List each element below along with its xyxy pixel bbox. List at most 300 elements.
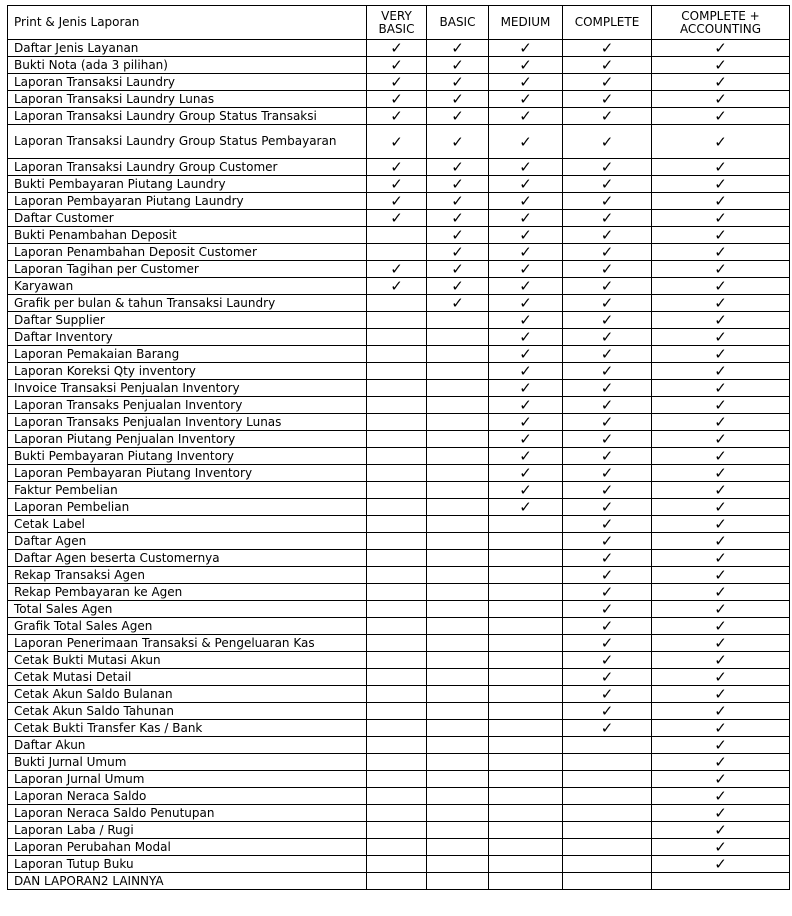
tier-very-basic-cell	[367, 278, 427, 295]
check-icon: ✓	[714, 702, 727, 720]
check-icon: ✓	[600, 413, 614, 431]
tier-basic-cell	[427, 533, 489, 550]
tier-very-basic-cell	[367, 754, 427, 771]
tier-complete-accounting-cell	[652, 414, 790, 431]
tier-complete-accounting-cell	[652, 312, 790, 329]
tier-basic-cell	[427, 856, 489, 873]
check-icon: ✓	[714, 175, 727, 193]
check-icon: ✓	[390, 175, 403, 193]
table-row	[8, 74, 790, 91]
tier-medium-cell	[489, 312, 563, 329]
check-icon: ✓	[600, 260, 614, 278]
check-icon: ✓	[600, 481, 614, 499]
tier-complete-accounting-cell	[652, 618, 790, 635]
tier-complete-cell	[563, 295, 652, 312]
check-icon: ✓	[519, 209, 532, 227]
table-row	[8, 499, 790, 516]
tier-basic-cell	[427, 465, 489, 482]
tier-complete-accounting-cell	[652, 584, 790, 601]
tier-complete-cell	[563, 720, 652, 737]
tier-medium-cell	[489, 227, 563, 244]
tier-complete-accounting-cell	[652, 176, 790, 193]
check-icon: ✓	[519, 192, 532, 210]
tier-basic-cell	[427, 720, 489, 737]
tier-basic-cell	[427, 397, 489, 414]
check-icon: ✓	[600, 634, 614, 652]
check-icon: ✓	[714, 107, 727, 125]
table-row	[8, 465, 790, 482]
check-icon: ✓	[600, 617, 614, 635]
tier-medium-cell	[489, 380, 563, 397]
report-name-cell: Daftar Customer	[8, 210, 367, 227]
tier-medium-cell	[489, 584, 563, 601]
tier-basic-cell	[427, 516, 489, 533]
tier-basic-cell	[427, 550, 489, 567]
table-row	[8, 159, 790, 176]
tier-basic-cell	[427, 567, 489, 584]
tier-basic-cell	[427, 40, 489, 57]
check-icon: ✓	[600, 668, 614, 686]
tier-very-basic-cell	[367, 312, 427, 329]
check-icon: ✓	[714, 787, 727, 805]
tier-medium-cell	[489, 516, 563, 533]
tier-complete-accounting-cell	[652, 74, 790, 91]
tier-very-basic-cell	[367, 380, 427, 397]
tier-complete-cell	[563, 550, 652, 567]
check-icon: ✓	[519, 447, 532, 465]
tier-medium-cell	[489, 839, 563, 856]
tier-medium-cell	[489, 431, 563, 448]
tier-complete-accounting-cell	[652, 57, 790, 74]
tier-basic-cell	[427, 278, 489, 295]
tier-very-basic-cell	[367, 261, 427, 278]
check-icon: ✓	[600, 311, 614, 329]
check-icon: ✓	[390, 277, 403, 295]
check-icon: ✓	[451, 175, 464, 193]
check-icon: ✓	[714, 56, 727, 74]
check-icon: ✓	[519, 464, 532, 482]
check-icon: ✓	[714, 260, 727, 278]
tier-complete-accounting-cell	[652, 193, 790, 210]
tier-complete-cell	[563, 652, 652, 669]
check-icon: ✓	[600, 209, 614, 227]
check-icon: ✓	[519, 56, 532, 74]
check-icon: ✓	[451, 243, 464, 261]
tier-complete-accounting-cell	[652, 839, 790, 856]
tier-very-basic-cell	[367, 159, 427, 176]
table-row	[8, 210, 790, 227]
tier-very-basic-cell	[367, 329, 427, 346]
tier-complete-accounting-cell	[652, 856, 790, 873]
tier-basic-cell	[427, 703, 489, 720]
table-row	[8, 482, 790, 499]
report-name-cell: Daftar Agen beserta Customernya	[8, 550, 367, 567]
tier-basic-cell	[427, 227, 489, 244]
tier-basic-cell	[427, 873, 489, 890]
tier-basic-cell	[427, 601, 489, 618]
check-icon: ✓	[600, 345, 614, 363]
table-row	[8, 567, 790, 584]
check-icon: ✓	[519, 107, 532, 125]
report-name-cell: Laporan Tagihan per Customer	[8, 261, 367, 278]
tier-basic-cell	[427, 125, 489, 159]
table-row	[8, 40, 790, 57]
tier-basic-cell	[427, 482, 489, 499]
tier-basic-cell	[427, 499, 489, 516]
tier-complete-cell	[563, 856, 652, 873]
tier-complete-accounting-cell	[652, 822, 790, 839]
tier-very-basic-cell	[367, 448, 427, 465]
tier-complete-accounting-cell	[652, 771, 790, 788]
tier-basic-cell	[427, 686, 489, 703]
tier-complete-accounting-cell	[652, 516, 790, 533]
check-icon: ✓	[519, 498, 532, 516]
report-name-cell: Daftar Supplier	[8, 312, 367, 329]
check-icon: ✓	[714, 532, 727, 550]
tier-medium-cell	[489, 295, 563, 312]
tier-medium-cell	[489, 40, 563, 57]
report-name-cell: Cetak Bukti Mutasi Akun	[8, 652, 367, 669]
tier-complete-accounting-cell	[652, 805, 790, 822]
tier-very-basic-cell	[367, 210, 427, 227]
tier-complete-accounting-cell	[652, 669, 790, 686]
tier-medium-cell	[489, 567, 563, 584]
tier-medium-cell	[489, 618, 563, 635]
tier-basic-cell	[427, 261, 489, 278]
tier-very-basic-cell	[367, 244, 427, 261]
tier-complete-cell	[563, 210, 652, 227]
tier-basic-cell	[427, 210, 489, 227]
table-row	[8, 856, 790, 873]
tier-complete-cell	[563, 414, 652, 431]
check-icon: ✓	[519, 226, 532, 244]
tier-basic-cell	[427, 584, 489, 601]
tier-basic-cell	[427, 669, 489, 686]
check-icon: ✓	[600, 158, 614, 176]
report-name-cell: Total Sales Agen	[8, 601, 367, 618]
report-name-cell: Faktur Pembelian	[8, 482, 367, 499]
check-icon: ✓	[600, 90, 614, 108]
tier-basic-cell	[427, 414, 489, 431]
tier-very-basic-cell	[367, 499, 427, 516]
check-icon: ✓	[451, 73, 464, 91]
tier-complete-accounting-cell	[652, 754, 790, 771]
report-name-cell: Daftar Akun	[8, 737, 367, 754]
check-icon: ✓	[600, 243, 614, 261]
tier-very-basic-cell	[367, 40, 427, 57]
check-icon: ✓	[390, 192, 403, 210]
header-row	[8, 6, 790, 40]
tier-very-basic-cell	[367, 414, 427, 431]
check-icon: ✓	[600, 56, 614, 74]
tier-very-basic-cell	[367, 873, 427, 890]
check-icon: ✓	[390, 73, 403, 91]
check-icon: ✓	[714, 209, 727, 227]
tier-complete-accounting-cell	[652, 125, 790, 159]
report-name-cell: Laporan Penambahan Deposit Customer	[8, 244, 367, 261]
tier-complete-accounting-cell	[652, 601, 790, 618]
report-name-cell: Bukti Pembayaran Piutang Inventory	[8, 448, 367, 465]
check-icon: ✓	[390, 56, 403, 74]
table-row	[8, 448, 790, 465]
check-icon: ✓	[600, 39, 614, 57]
check-icon: ✓	[714, 498, 727, 516]
tier-complete-accounting-cell	[652, 346, 790, 363]
check-icon: ✓	[600, 328, 614, 346]
header-complete: COMPLETE	[563, 6, 652, 40]
check-icon: ✓	[451, 294, 464, 312]
tier-very-basic-cell	[367, 686, 427, 703]
tier-complete-accounting-cell	[652, 397, 790, 414]
tier-complete-accounting-cell	[652, 244, 790, 261]
check-icon: ✓	[519, 260, 532, 278]
check-icon: ✓	[600, 73, 614, 91]
check-icon: ✓	[714, 651, 727, 669]
check-icon: ✓	[600, 685, 614, 703]
tier-medium-cell	[489, 720, 563, 737]
tier-basic-cell	[427, 346, 489, 363]
check-icon: ✓	[714, 736, 727, 754]
check-icon: ✓	[600, 464, 614, 482]
tier-complete-cell	[563, 40, 652, 57]
tier-very-basic-cell	[367, 618, 427, 635]
check-icon: ✓	[519, 430, 532, 448]
table-row	[8, 635, 790, 652]
tier-medium-cell	[489, 873, 563, 890]
check-icon: ✓	[714, 753, 727, 771]
check-icon: ✓	[451, 158, 464, 176]
check-icon: ✓	[714, 362, 727, 380]
tier-medium-cell	[489, 176, 563, 193]
tier-complete-cell	[563, 618, 652, 635]
check-icon: ✓	[600, 294, 614, 312]
tier-complete-cell	[563, 516, 652, 533]
check-icon: ✓	[519, 379, 532, 397]
report-name-cell: Grafik per bulan & tahun Transaksi Laundry	[8, 295, 367, 312]
tier-very-basic-cell	[367, 771, 427, 788]
check-icon: ✓	[519, 362, 532, 380]
header-very-basic: VERY BASIC	[367, 6, 427, 40]
table-row	[8, 431, 790, 448]
tier-complete-accounting-cell	[652, 567, 790, 584]
check-icon: ✓	[390, 158, 403, 176]
tier-complete-cell	[563, 227, 652, 244]
tier-basic-cell	[427, 295, 489, 312]
check-icon: ✓	[519, 90, 532, 108]
check-icon: ✓	[451, 192, 464, 210]
tier-basic-cell	[427, 788, 489, 805]
check-icon: ✓	[519, 311, 532, 329]
check-icon: ✓	[390, 107, 403, 125]
tier-complete-cell	[563, 601, 652, 618]
check-icon: ✓	[390, 132, 403, 151]
report-name-cell: Bukti Pembayaran Piutang Laundry	[8, 176, 367, 193]
check-icon: ✓	[714, 345, 727, 363]
tier-very-basic-cell	[367, 839, 427, 856]
check-icon: ✓	[714, 277, 727, 295]
tier-basic-cell	[427, 176, 489, 193]
check-icon: ✓	[714, 379, 727, 397]
tier-complete-cell	[563, 108, 652, 125]
tier-medium-cell	[489, 278, 563, 295]
check-icon: ✓	[451, 209, 464, 227]
tier-basic-cell	[427, 652, 489, 669]
tier-complete-accounting-cell	[652, 737, 790, 754]
report-name-cell: Karyawan	[8, 278, 367, 295]
report-name-cell: Daftar Agen	[8, 533, 367, 550]
table-row	[8, 193, 790, 210]
tier-very-basic-cell	[367, 193, 427, 210]
check-icon: ✓	[519, 413, 532, 431]
report-name-cell: Laporan Laba / Rugi	[8, 822, 367, 839]
table-row	[8, 618, 790, 635]
tier-very-basic-cell	[367, 652, 427, 669]
tier-complete-cell	[563, 465, 652, 482]
check-icon: ✓	[519, 345, 532, 363]
check-icon: ✓	[714, 855, 727, 873]
tier-complete-accounting-cell	[652, 448, 790, 465]
tier-basic-cell	[427, 805, 489, 822]
report-feature-table-container	[7, 5, 790, 890]
tier-complete-accounting-cell	[652, 873, 790, 890]
tier-medium-cell	[489, 822, 563, 839]
tier-complete-cell	[563, 329, 652, 346]
report-name-cell: Bukti Jurnal Umum	[8, 754, 367, 771]
check-icon: ✓	[519, 175, 532, 193]
check-icon: ✓	[451, 90, 464, 108]
tier-complete-cell	[563, 822, 652, 839]
tier-very-basic-cell	[367, 125, 427, 159]
tier-complete-cell	[563, 686, 652, 703]
tier-complete-accounting-cell	[652, 295, 790, 312]
tier-very-basic-cell	[367, 584, 427, 601]
tier-medium-cell	[489, 533, 563, 550]
report-name-cell: Laporan Transaksi Laundry Group Customer	[8, 159, 367, 176]
tier-medium-cell	[489, 856, 563, 873]
table-row	[8, 57, 790, 74]
tier-very-basic-cell	[367, 635, 427, 652]
check-icon: ✓	[714, 838, 727, 856]
tier-medium-cell	[489, 108, 563, 125]
check-icon: ✓	[519, 39, 532, 57]
tier-very-basic-cell	[367, 431, 427, 448]
table-row	[8, 601, 790, 618]
check-icon: ✓	[714, 294, 727, 312]
tier-complete-cell	[563, 91, 652, 108]
tier-very-basic-cell	[367, 788, 427, 805]
table-row	[8, 516, 790, 533]
check-icon: ✓	[714, 821, 727, 839]
tier-complete-accounting-cell	[652, 363, 790, 380]
table-row	[8, 720, 790, 737]
tier-complete-accounting-cell	[652, 210, 790, 227]
tier-complete-cell	[563, 448, 652, 465]
tier-basic-cell	[427, 312, 489, 329]
tier-medium-cell	[489, 125, 563, 159]
check-icon: ✓	[600, 379, 614, 397]
table-row	[8, 346, 790, 363]
check-icon: ✓	[714, 73, 727, 91]
report-name-cell: Laporan Piutang Penjualan Inventory	[8, 431, 367, 448]
tier-medium-cell	[489, 550, 563, 567]
check-icon: ✓	[451, 132, 464, 151]
check-icon: ✓	[714, 396, 727, 414]
tier-medium-cell	[489, 193, 563, 210]
tier-complete-cell	[563, 312, 652, 329]
tier-medium-cell	[489, 669, 563, 686]
check-icon: ✓	[519, 73, 532, 91]
tier-medium-cell	[489, 771, 563, 788]
check-icon: ✓	[519, 243, 532, 261]
check-icon: ✓	[714, 311, 727, 329]
tier-very-basic-cell	[367, 57, 427, 74]
table-row	[8, 873, 790, 890]
check-icon: ✓	[600, 549, 614, 567]
check-icon: ✓	[714, 464, 727, 482]
check-icon: ✓	[519, 158, 532, 176]
report-name-cell: Cetak Label	[8, 516, 367, 533]
tier-medium-cell	[489, 397, 563, 414]
report-name-cell: DAN LAPORAN2 LAINNYA	[8, 873, 367, 890]
check-icon: ✓	[451, 277, 464, 295]
tier-complete-cell	[563, 244, 652, 261]
check-icon: ✓	[714, 617, 727, 635]
tier-complete-accounting-cell	[652, 278, 790, 295]
check-icon: ✓	[600, 107, 614, 125]
report-name-cell: Bukti Nota (ada 3 pilihan)	[8, 57, 367, 74]
check-icon: ✓	[714, 328, 727, 346]
check-icon: ✓	[519, 277, 532, 295]
tier-very-basic-cell	[367, 363, 427, 380]
report-name-cell: Laporan Pemakaian Barang	[8, 346, 367, 363]
tier-very-basic-cell	[367, 533, 427, 550]
tier-very-basic-cell	[367, 91, 427, 108]
tier-very-basic-cell	[367, 465, 427, 482]
table-row	[8, 363, 790, 380]
header-medium: MEDIUM	[489, 6, 563, 40]
table-row	[8, 261, 790, 278]
tier-complete-cell	[563, 754, 652, 771]
check-icon: ✓	[451, 260, 464, 278]
check-icon: ✓	[714, 430, 727, 448]
tier-basic-cell	[427, 57, 489, 74]
tier-complete-accounting-cell	[652, 108, 790, 125]
tier-basic-cell	[427, 839, 489, 856]
check-icon: ✓	[714, 447, 727, 465]
check-icon: ✓	[519, 328, 532, 346]
tier-complete-accounting-cell	[652, 499, 790, 516]
check-icon: ✓	[714, 583, 727, 601]
check-icon: ✓	[451, 39, 464, 57]
tier-complete-cell	[563, 635, 652, 652]
report-name-cell: Laporan Neraca Saldo	[8, 788, 367, 805]
report-name-cell: Laporan Transaks Penjualan Inventory	[8, 397, 367, 414]
tier-basic-cell	[427, 822, 489, 839]
tier-medium-cell	[489, 482, 563, 499]
table-row	[8, 380, 790, 397]
table-row	[8, 584, 790, 601]
report-name-cell: Rekap Transaksi Agen	[8, 567, 367, 584]
check-icon: ✓	[714, 770, 727, 788]
check-icon: ✓	[390, 209, 403, 227]
tier-complete-cell	[563, 57, 652, 74]
tier-medium-cell	[489, 363, 563, 380]
tier-medium-cell	[489, 465, 563, 482]
check-icon: ✓	[600, 175, 614, 193]
tier-very-basic-cell	[367, 856, 427, 873]
check-icon: ✓	[714, 90, 727, 108]
tier-complete-cell	[563, 176, 652, 193]
